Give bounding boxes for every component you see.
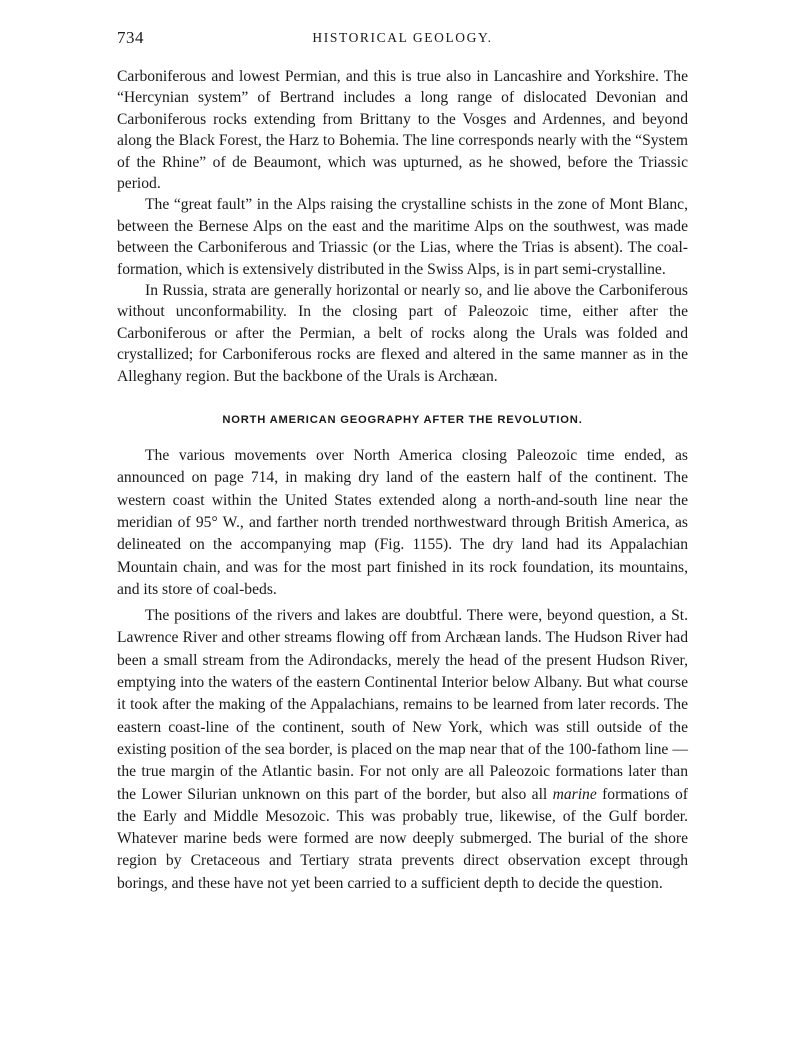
paragraph-movements: The various movements over North America closing Paleozoic time ended, as announced on page 714, in making dry land of the eastern half of the continent. The western coast within the United States extended along a north-and-south line near the meridian of 95° W., and farther north trended northwestward through British America, as delineated on the accompanying map (Fig. 1155). The dry land had its Appalachian Mountain chain, and was for the most part finished in its rock foundation, its mountains, and its store of coal-beds. — [117, 447, 688, 598]
running-title: HISTORICAL GEOLOGY. — [312, 30, 493, 45]
book-page — [117, 28, 688, 895]
paragraph-rivers-lakes-text-a: The positions of the rivers and lakes are doubtful. There were, beyond question, a St. Lawrence River and other streams flowing off from Archæan lands. The Hudson River had been a small stream from the Adirondacks, merely the head of the present Hudson River, emptying into the waters of the eastern Continental Interior below Albany. But what course it took after the making of the Appalachians, remains to be learned from later records. The eastern coast-line of the continent, south of New York, which was still outside of the existing position of the sea border, is placed on the map near that of the 100-fathom line — the true margin of the Atlantic basin. For not only are all Paleozoic formations later than the Lower Silurian unknown on this part of the border, but also all — [117, 607, 688, 803]
paragraph-rivers-lakes — [117, 605, 688, 895]
running-head — [117, 28, 688, 52]
section-body — [117, 445, 688, 895]
italic-marine: marine — [552, 785, 597, 803]
paragraph-rivers-lakes-text-b: formations of the Early and Middle Mesozoic. This was probably true, likewise, of the Gulf border. Whatever marine beds were formed are now deeply submerged. The burial of the shore region by Cretaceous and Tertiary strata prevents direct observation except through borings, and these have not yet been carried to a sufficient depth to decide the question. — [117, 785, 688, 892]
page-number: 734 — [117, 28, 144, 47]
paragraph-hercynian: Carboniferous and lowest Permian, and this is true also in Lancashire and Yorkshire. The “Hercynian system” of Bertrand includes a long range of dislocated Devonian and Carboniferous rocks extending from Brittany to the Vosges and Ardennes, and beyond along the Black Forest, the Harz to Bohemia. The line corresponds nearly with the “System of the Rhine” of de Beaumont, which was upturned, as he showed, before the Triassic period. — [117, 68, 688, 193]
section-heading: NORTH AMERICAN GEOGRAPHY AFTER THE REVOLUTION. — [222, 414, 583, 427]
paragraph-alps-fault: The “great fault” in the Alps raising the crystalline schists in the zone of Mont Blanc, between the Bernese Alps on the east and the maritime Alps on the southwest, was made between the Carboniferous and Triassic (or the Lias, where the Trias is absent). The coal-formation, which is extensively distributed in the Swiss Alps, is in part semi-crystalline. — [117, 196, 688, 278]
paragraph-russia: In Russia, strata are generally horizontal or nearly so, and lie above the Carboniferous without unconformability. In the closing part of Paleozoic time, either after the Carboniferous or after the Permian, a belt of rocks along the Urals was folded and crystallized; for Carboniferous rocks are flexed and altered in the same manner as in the Alleghany region. But the backbone of the Urals is Archæan. — [117, 282, 688, 385]
